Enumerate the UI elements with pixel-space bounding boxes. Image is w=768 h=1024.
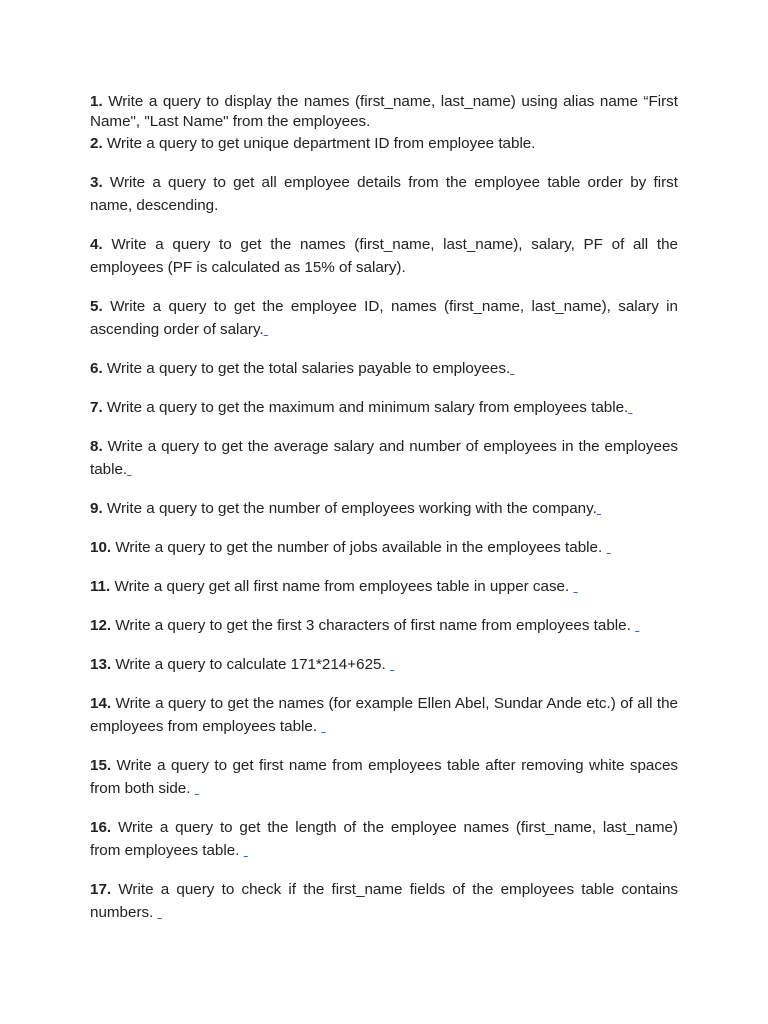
question-15	[90, 754, 678, 800]
question-number: 7.	[90, 399, 103, 416]
question-text: Write a query to get the maximum and minimum salary from employees table.	[106, 399, 629, 416]
question-number: 16.	[90, 819, 112, 836]
question-link[interactable]	[606, 539, 610, 556]
question-12	[90, 614, 678, 637]
document-page	[90, 92, 678, 940]
question-number: 9.	[90, 500, 103, 517]
question-number: 1.	[90, 93, 103, 110]
question-text: Write a query to get all employee details from the employee table order by first name, descending.	[90, 174, 678, 214]
question-number: 3.	[90, 174, 103, 191]
question-8	[90, 435, 678, 481]
question-7	[90, 396, 678, 419]
question-link[interactable]	[127, 461, 131, 478]
question-text: Write a query to get the number of jobs available in the employees table.	[115, 539, 603, 556]
question-6	[90, 357, 678, 380]
question-number: 15.	[90, 757, 112, 774]
question-text: Write a query to get the average salary and number of employees in the employees table.	[90, 438, 678, 478]
question-text: Write a query to display the names (first_name, last_name) using alias name “First Name", "Last Name" from the employees.	[90, 93, 678, 130]
question-number: 2.	[90, 135, 103, 152]
question-text: Write a query to get unique department ID from employee table.	[106, 135, 536, 152]
question-link[interactable]	[597, 500, 601, 517]
question-number: 14.	[90, 695, 112, 712]
question-text: Write a query to get the number of employees working with the company.	[106, 500, 597, 517]
question-text: Write a query get all first name from employees table in upper case.	[114, 578, 570, 595]
question-5	[90, 295, 678, 341]
question-link[interactable]	[195, 780, 199, 797]
question-link[interactable]	[244, 842, 248, 859]
question-link[interactable]	[264, 321, 268, 338]
question-11	[90, 575, 678, 598]
question-number: 12.	[90, 617, 112, 634]
question-number: 5.	[90, 298, 103, 315]
question-17	[90, 878, 678, 924]
question-link[interactable]	[628, 399, 632, 416]
question-text: Write a query to calculate 171*214+625.	[115, 656, 386, 673]
question-text: Write a query to get the total salaries payable to employees.	[106, 360, 511, 377]
question-number: 10.	[90, 539, 112, 556]
question-number: 8.	[90, 438, 103, 455]
question-1	[90, 92, 678, 132]
question-text: Write a query to get the names (for example Ellen Abel, Sundar Ande etc.) of all the employees from employees table.	[90, 695, 678, 735]
question-link[interactable]	[158, 904, 162, 921]
question-number: 11.	[90, 578, 111, 595]
question-text: Write a query to get the length of the employee names (first_name, last_name) from employees table.	[90, 819, 678, 859]
question-text: Write a query to get the first 3 characters of first name from employees table.	[115, 617, 631, 634]
question-text: Write a query to get first name from employees table after removing white spaces from both side.	[90, 757, 678, 797]
question-number: 13.	[90, 656, 112, 673]
question-10	[90, 536, 678, 559]
question-link[interactable]	[510, 360, 514, 377]
question-9	[90, 497, 678, 520]
question-number: 6.	[90, 360, 103, 377]
question-link[interactable]	[573, 578, 577, 595]
question-14	[90, 692, 678, 738]
question-4	[90, 233, 678, 279]
question-text: Write a query to check if the first_name fields of the employees table contains numbers.	[90, 881, 678, 921]
question-number: 17.	[90, 881, 112, 898]
question-text: Write a query to get the names (first_name, last_name), salary, PF of all the employees (PF is calculated as 15% of salary).	[90, 236, 678, 276]
question-13	[90, 653, 678, 676]
question-2	[90, 132, 678, 155]
question-link[interactable]	[321, 718, 325, 735]
question-link[interactable]	[635, 617, 639, 634]
question-link[interactable]	[390, 656, 394, 673]
question-text: Write a query to get the employee ID, names (first_name, last_name), salary in ascending order of salary.	[90, 298, 678, 338]
question-3	[90, 171, 678, 217]
question-number: 4.	[90, 236, 103, 253]
question-16	[90, 816, 678, 862]
